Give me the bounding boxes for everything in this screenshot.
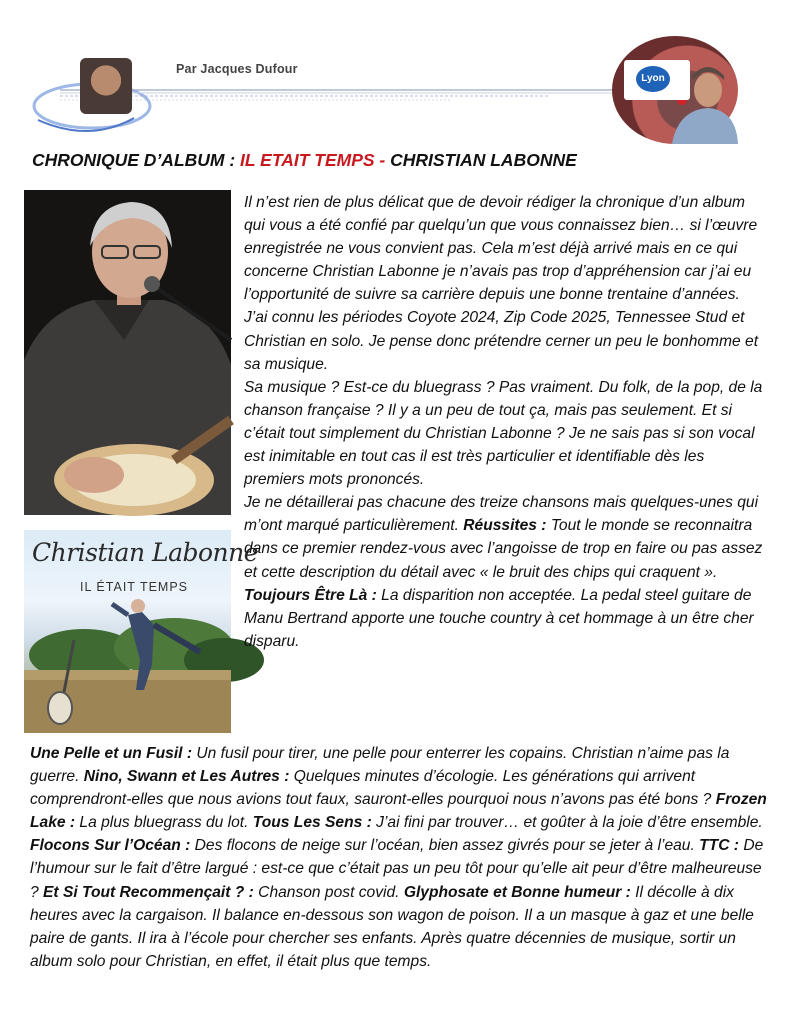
text-segment: Je ne détaillerai pas chacune des treize chansons mais quelques-unes qui m’ont marqué particulièrement. xyxy=(244,494,759,535)
text-segment: Sa musique ? Est-ce du bluegrass ? Pas vraiment. Du folk, de la pop, de la chanson française ? Il y a un peu de tout ça, mais pas seulement. Et si c’était tout simplement du Christian Labonne ? Je ne sais pas si son vocal est inimitable en tout cas il est très particulier et identifiable dès les premiers mots prononcés. xyxy=(244,378,763,489)
author-avatar xyxy=(80,58,132,114)
article-paragraph xyxy=(244,376,764,491)
title-prefix: CHRONIQUE D’ALBUM : xyxy=(32,150,241,170)
album-name: IL ETAIT TEMPS xyxy=(240,150,375,170)
text-segment: Quelques minutes d’écologie. Les générations qui arrivent comprendront-elles que nous avions tout faux, sauront-elles pourquoi nous n’avons pas été bons ? xyxy=(30,768,716,809)
artist-name: CHRISTIAN LABONNE xyxy=(390,150,577,170)
song-title: Flocons Sur l’Océan : xyxy=(30,837,191,855)
page-title xyxy=(32,150,577,171)
text-segment: Chanson post covid. xyxy=(253,883,404,901)
song-title: Tous Les Sens : xyxy=(252,814,372,832)
song-title: Frozen Lake : xyxy=(30,791,767,832)
album-cover-artist: Christian Labonne xyxy=(32,538,259,567)
song-title: Nino, Swann et Les Autres : xyxy=(83,768,290,786)
song-title: Une Pelle et un Fusil : xyxy=(30,745,193,762)
song-title: Et Si Tout Recommençait ? : xyxy=(43,883,254,901)
album-cover-title: IL ÉTAIT TEMPS xyxy=(80,580,189,594)
text-segment: Tout le monde se reconnaitra dans ce premier rendez-vous avec l’angoisse de trop en faire ou pas assez et cette description du détail avec « le bruit des chips qui craquent ». xyxy=(244,517,763,581)
article-paragraph xyxy=(244,491,764,653)
text-segment: Il n’est rien de plus délicat que de devoir rédiger la chronique d’un album qui vous a été confié par quelqu’un que vous connaissez bien… si l’œuvre enregistrée ne vous convient pas. Cela m’est déjà arrivé mais en ce qui concerne Christian Labonne je n’avais pas trop d’appréhension car j’ai eu l’opportunité de suivre sa carrière depuis une bonne trentaine d’années. J’ai connu les périodes Coyote 2024, Zip Code 2025, Tennessee Stud et Christian en solo. Je pense donc prétendre cerner un peu le bonhomme et sa musique. xyxy=(244,194,759,373)
article-paragraph xyxy=(244,191,764,376)
text-segment: La disparition non acceptée. La pedal steel guitare de Manu Bertrand apporte une touche country à cet hommage à un être cher disparu. xyxy=(244,586,754,650)
song-title: Glyphosate et Bonne humeur : xyxy=(403,883,631,901)
text-segment: Il décolle à dix heures avec la cargaison. Il balance en-dessous son wagon de poison. Il a un masque à gaz et une belle paire de gants. Il ira à l’école pour chercher ses enfants. Après quatre décennies de musique, sortir un album solo pour Christian, en effet, il était plus que temps. xyxy=(30,883,754,970)
concert-photo-figure xyxy=(24,190,231,515)
title-separator: - xyxy=(374,150,391,170)
text-segment: Des flocons de neige sur l’océan, bien assez givrés pour se jeter à l’eau. xyxy=(190,837,700,855)
text-segment: La plus bluegrass du lot. xyxy=(75,814,253,832)
song-title: Toujours Être Là : xyxy=(244,586,377,604)
byline: Par Jacques Dufour xyxy=(176,62,298,76)
radio-logo-text: Lyon xyxy=(636,66,670,92)
article-track-reviews xyxy=(30,742,770,973)
article-intro xyxy=(244,191,764,653)
article-paragraph xyxy=(30,742,770,973)
radio-logo xyxy=(624,60,690,100)
text-segment: J’ai fini par trouver… et goûter à la joie d’être ensemble. xyxy=(371,814,763,832)
album-cover xyxy=(24,530,259,733)
text-segment: De l’humour sur le fait d’être largué : est-ce que c’était pas un peu tôt pour qu’elle ait peur d’être malheureuse ? xyxy=(30,837,764,901)
concert-photo xyxy=(24,190,231,515)
song-title: TTC : xyxy=(699,837,739,855)
text-segment: Un fusil pour tirer, une pelle pour enterrer les copains. Christian n’aime pas la guerre. xyxy=(30,745,730,786)
song-title: Réussites : xyxy=(463,517,547,535)
